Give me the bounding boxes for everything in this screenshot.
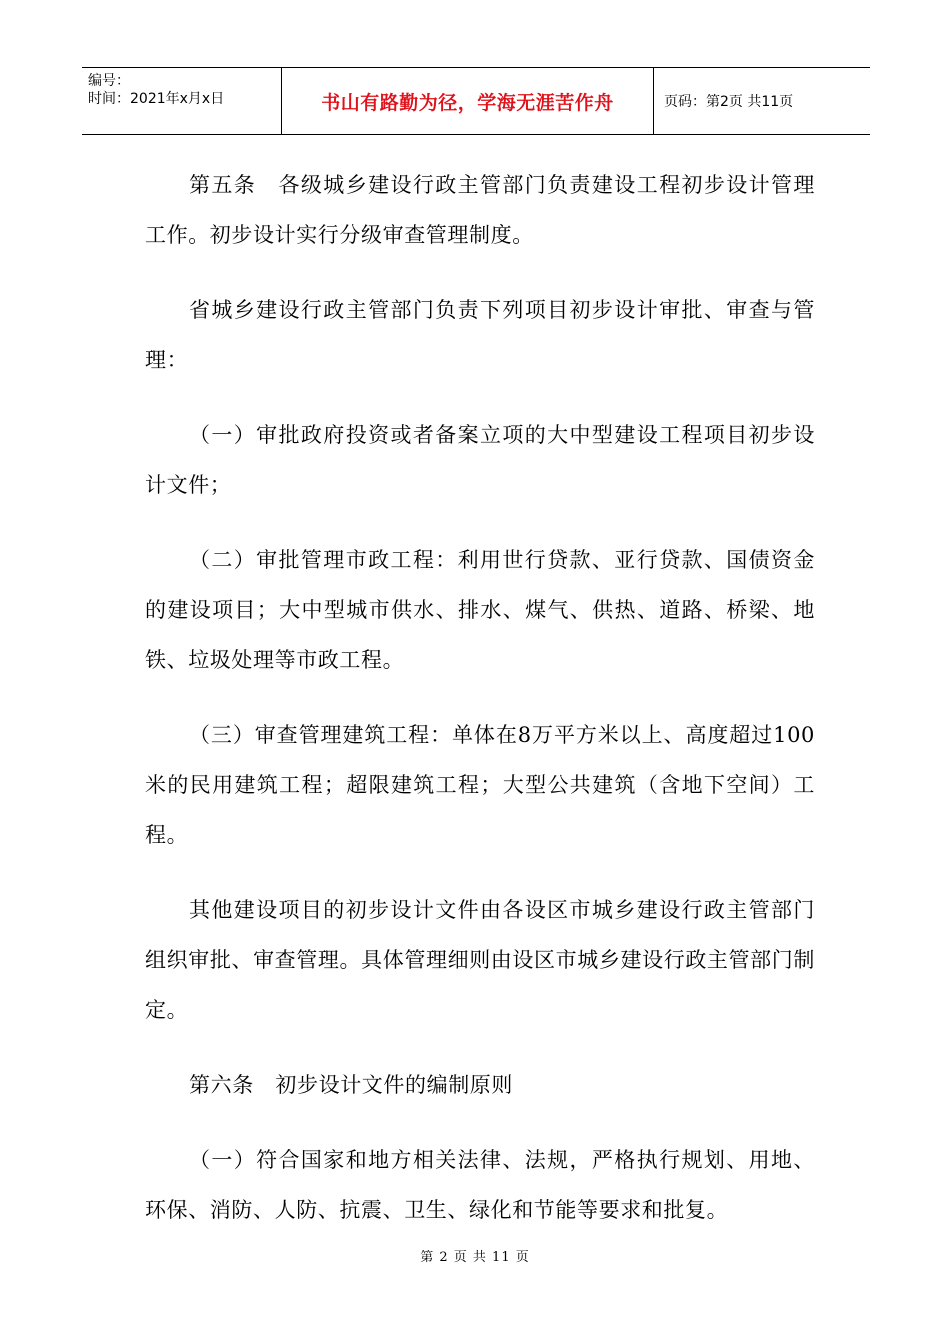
- document-date: 时间：2021年x月x日: [88, 91, 225, 107]
- paragraph-principle-1: （一）符合国家和地方相关法律、法规，严格执行规划、用地、环保、消防、人防、抗震、卫生、绿化和节能等要求和批复。: [145, 1148, 815, 1222]
- paragraph-article-5: 第五条 各级城乡建设行政主管部门负责建设工程初步设计管理工作。初步设计实行分级审查管理制度。: [145, 173, 815, 247]
- document-number-label: 编号：: [88, 73, 130, 89]
- page-footer: 第 2 页 共 11 页: [420, 1250, 530, 1265]
- paragraph-article-6: 第六条 初步设计文件的编制原则: [189, 1073, 513, 1097]
- paragraph-other-projects: 其他建设项目的初步设计文件由各设区市城乡建设行政主管部门组织审批、审查管理。具体管理细则由设区市城乡建设行政主管部门制定。: [145, 898, 815, 1022]
- page-header: [82, 67, 870, 135]
- header-meta: [82, 68, 282, 134]
- paragraph-provincial-scope: 省城乡建设行政主管部门负责下列项目初步设计审批、审查与管理：: [145, 298, 815, 372]
- document-body: [145, 160, 815, 1260]
- header-page-code: 页码：第2页 共11页: [664, 94, 794, 110]
- paragraph-item-2: （二）审批管理市政工程：利用世行贷款、亚行贷款、国债资金的建设项目；大中型城市供水、排水、煤气、供热、道路、桥梁、地铁、垃圾处理等市政工程。: [145, 548, 815, 672]
- paragraph-item-1: （一）审批政府投资或者备案立项的大中型建设工程项目初步设计文件；: [145, 423, 815, 497]
- paragraph-item-3: （三）审查管理建筑工程：单体在8万平方米以上、高度超过100米的民用建筑工程；超限建筑工程；大型公共建筑（含地下空间）工程。: [145, 723, 815, 847]
- header-motto: 书山有路勤为径，学海无涯苦作舟: [282, 68, 654, 134]
